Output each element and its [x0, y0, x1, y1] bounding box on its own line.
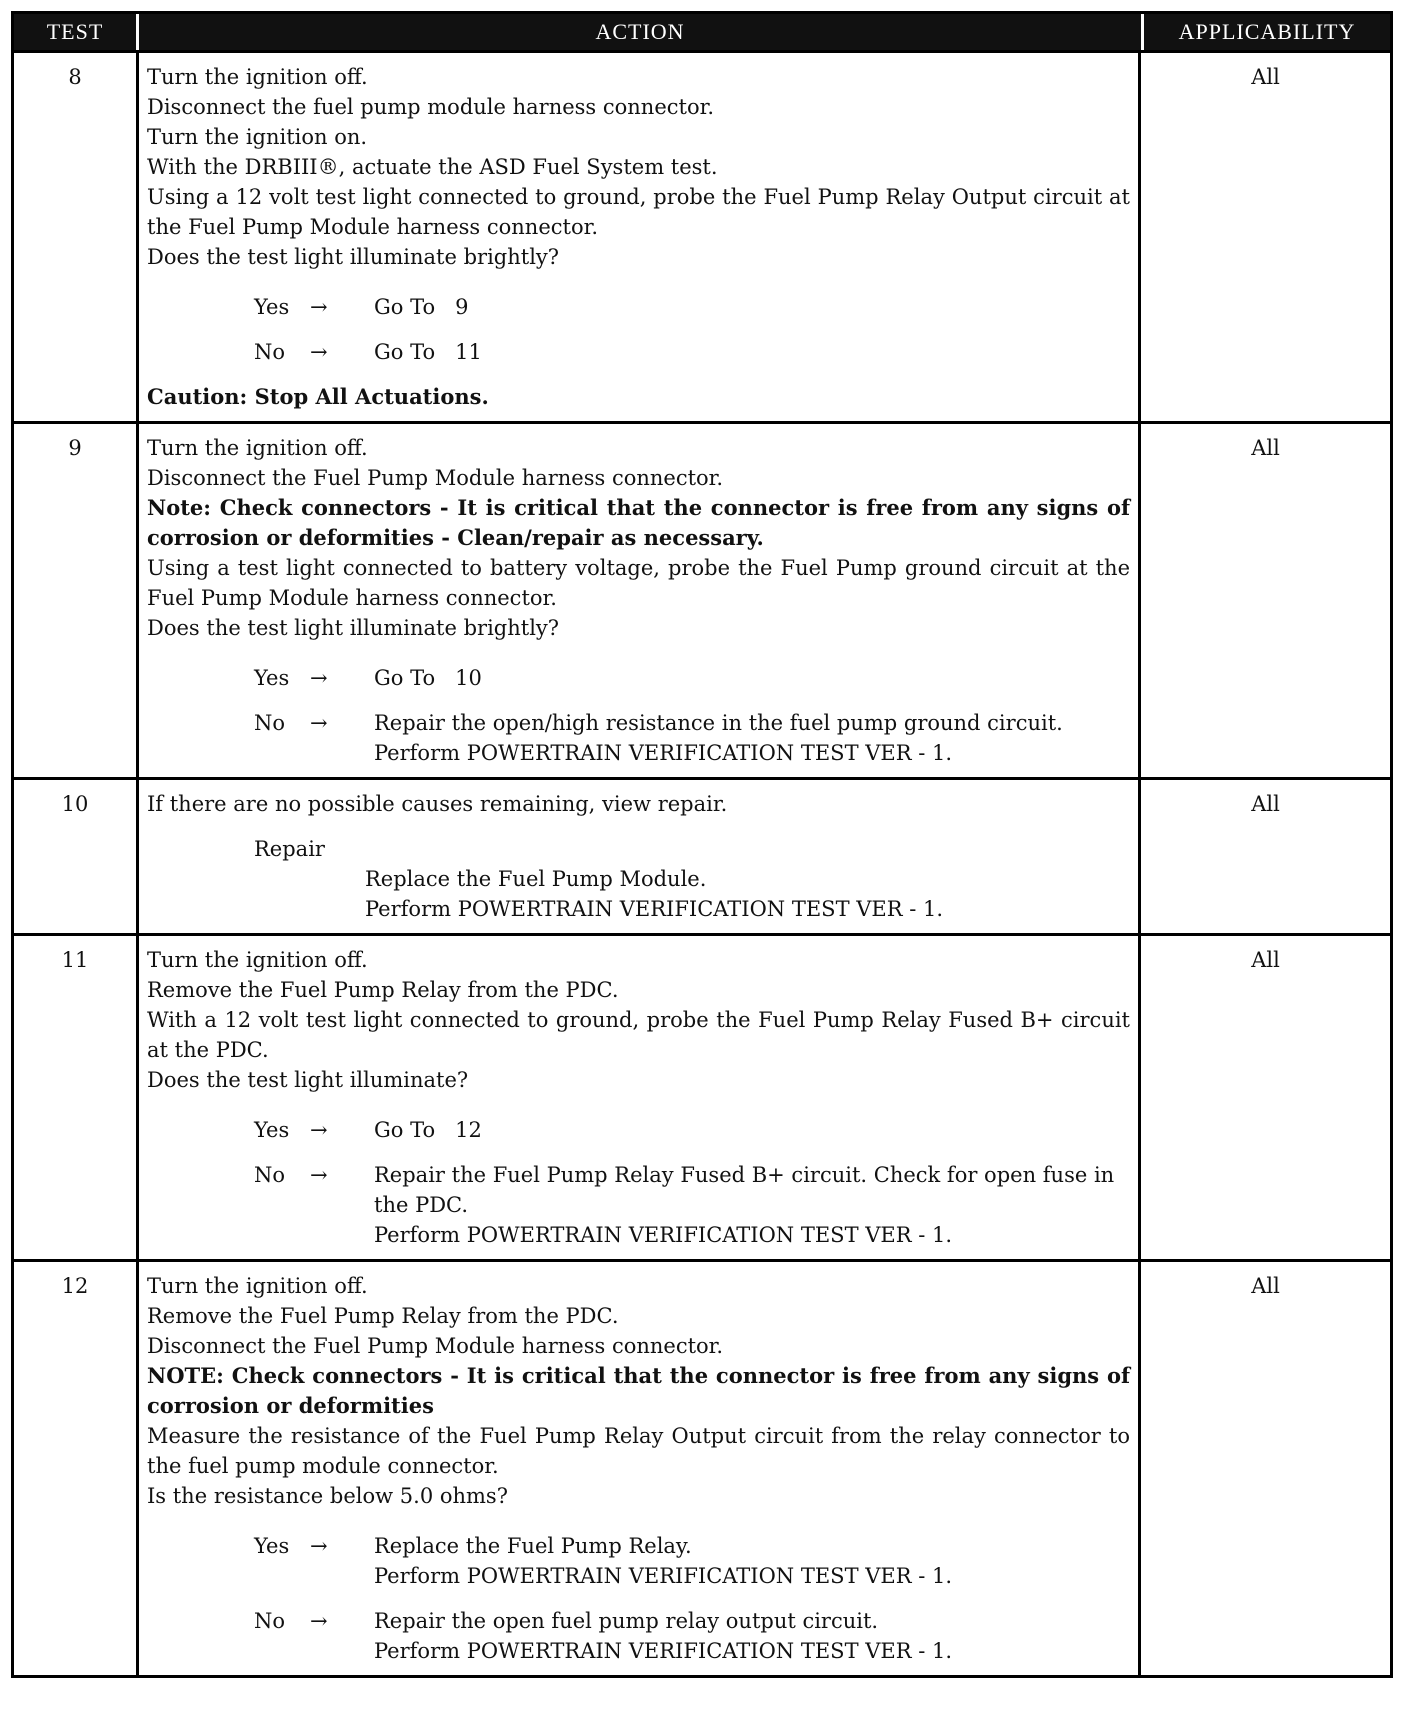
applicability: All [1251, 65, 1280, 89]
arrow-right-icon: → [310, 340, 328, 364]
test-number: 9 [14, 424, 139, 777]
test-number: 8 [14, 53, 139, 421]
action-cell [139, 424, 1141, 777]
applicability: All [1251, 948, 1280, 972]
no-label: No [254, 711, 286, 735]
header-applicability: APPLICABILITY [1178, 19, 1356, 44]
step-text: With a 12 volt test light connected to ground, probe the Fuel Pump Relay Fused B+ circuit at the PDC. [147, 1008, 1130, 1062]
no-answer [254, 1606, 1130, 1666]
question-text: Does the test light illuminate brightly? [147, 245, 560, 269]
yes-answer [254, 1531, 1130, 1591]
test-number: 11 [14, 936, 139, 1259]
yes-answer [254, 1115, 1130, 1145]
header-test: TEST [14, 14, 139, 50]
no-label: No [254, 1609, 286, 1633]
arrow-right-icon: → [310, 711, 328, 735]
verification-text: Perform POWERTRAIN VERIFICATION TEST VER - 1. [374, 1223, 953, 1247]
yes-result: Go To 12 [374, 1118, 482, 1142]
header-action: ACTION [139, 14, 1144, 50]
arrow-right-icon: → [310, 1163, 328, 1187]
diagnostic-table [11, 11, 1393, 1678]
note-text: Note: Check connectors - It is critical that the connector is free from any signs of corrosion or deformities - Clean/repair as necessary. [147, 495, 1130, 550]
repair-label: Repair [254, 837, 325, 861]
verification-text: Perform POWERTRAIN VERIFICATION TEST VER - 1. [374, 741, 953, 765]
step-text: Turn the ignition on. [147, 125, 368, 149]
table-header [14, 14, 1390, 50]
yes-answer [254, 663, 1130, 693]
step-text: Disconnect the Fuel Pump Module harness connector. [147, 1334, 724, 1358]
step-text: Remove the Fuel Pump Relay from the PDC. [147, 978, 619, 1002]
repair-text: Replace the Fuel Pump Module. [365, 867, 707, 891]
no-result [374, 1606, 1130, 1666]
action-cell [139, 780, 1141, 933]
step-text: With the DRBIII®, actuate the ASD Fuel System test. [147, 155, 718, 179]
no-answer [254, 337, 1130, 367]
yes-result [374, 1531, 1130, 1591]
step-text: Using a test light connected to battery voltage, probe the Fuel Pump ground circuit at the Fuel Pump Module harness connector. [147, 556, 1130, 610]
test-number: 10 [14, 780, 139, 933]
arrow-right-icon: → [310, 666, 328, 690]
table-row [14, 933, 1390, 1259]
step-text: Disconnect the Fuel Pump Module harness connector. [147, 466, 724, 490]
arrow-right-icon: → [310, 1609, 328, 1633]
no-answer [254, 708, 1130, 768]
caution-text: Caution: Stop All Actuations. [147, 384, 489, 409]
action-cell [139, 53, 1141, 421]
step-text: Turn the ignition off. [147, 436, 368, 460]
step-text: Disconnect the fuel pump module harness connector. [147, 95, 715, 119]
no-answer [254, 1160, 1130, 1250]
table-row [14, 50, 1390, 421]
no-result-line: Repair the open fuel pump relay output circuit. [374, 1609, 879, 1633]
applicability: All [1251, 436, 1280, 460]
arrow-right-icon: → [310, 1534, 328, 1558]
test-number: 12 [14, 1262, 139, 1675]
no-result-line: Repair the Fuel Pump Relay Fused B+ circuit. Check for open fuse in the PDC. [374, 1163, 1115, 1217]
step-text: Measure the resistance of the Fuel Pump Relay Output circuit from the relay connector to the fuel pump module connector. [147, 1424, 1130, 1478]
no-label: No [254, 340, 286, 364]
question-text: Does the test light illuminate? [147, 1068, 469, 1092]
yes-answer [254, 292, 1130, 322]
step-text: Remove the Fuel Pump Relay from the PDC. [147, 1304, 619, 1328]
table-row [14, 777, 1390, 933]
yes-label: Yes [254, 1534, 290, 1558]
action-cell [139, 1262, 1141, 1675]
step-text: Turn the ignition off. [147, 65, 368, 89]
step-text: Turn the ignition off. [147, 1274, 368, 1298]
applicability: All [1251, 1274, 1280, 1298]
applicability: All [1251, 792, 1280, 816]
yes-result: Go To 10 [374, 666, 482, 690]
question-text: Is the resistance below 5.0 ohms? [147, 1484, 508, 1508]
arrow-right-icon: → [310, 295, 328, 319]
note-text: NOTE: Check connectors - It is critical that the connector is free from any signs of corrosion or deformities [147, 1363, 1130, 1418]
yes-label: Yes [254, 295, 290, 319]
question-text: Does the test light illuminate brightly? [147, 616, 560, 640]
no-result-line: Repair the open/high resistance in the fuel pump ground circuit. [374, 711, 1063, 735]
arrow-right-icon: → [310, 1118, 328, 1142]
no-label: No [254, 1163, 286, 1187]
verification-text: Perform POWERTRAIN VERIFICATION TEST VER - 1. [365, 897, 944, 921]
action-cell [139, 936, 1141, 1259]
yes-result: Go To 9 [374, 295, 469, 319]
table-row [14, 1259, 1390, 1675]
yes-result-line: Replace the Fuel Pump Relay. [374, 1534, 692, 1558]
verification-text: Perform POWERTRAIN VERIFICATION TEST VER - 1. [374, 1564, 953, 1588]
verification-text: Perform POWERTRAIN VERIFICATION TEST VER - 1. [374, 1639, 953, 1663]
table-row [14, 421, 1390, 777]
yes-label: Yes [254, 666, 290, 690]
yes-label: Yes [254, 1118, 290, 1142]
no-result [374, 1160, 1130, 1250]
no-result [374, 708, 1130, 768]
step-text: If there are no possible causes remaining, view repair. [147, 792, 728, 816]
step-text: Using a 12 volt test light connected to ground, probe the Fuel Pump Relay Output circuit at the Fuel Pump Module harness connector. [147, 185, 1130, 239]
no-result: Go To 11 [374, 340, 482, 364]
step-text: Turn the ignition off. [147, 948, 368, 972]
